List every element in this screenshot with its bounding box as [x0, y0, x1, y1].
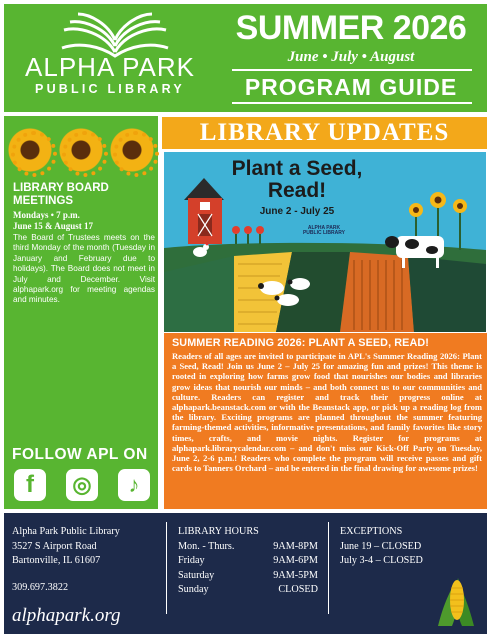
facebook-icon[interactable]: f [14, 469, 46, 501]
hours-row: Sunday CLOSED [178, 584, 318, 595]
footer-divider [328, 522, 329, 614]
summer-reading-body: Readers of all ages are invited to participate in APL's Summer Reading 2026: Plant a Seed, Read! Join us June 2 – July 25 for amazing fun and prizes! This theme is rooted in exploring how farms grow food that nourishes our bodies and libraries grow ideas that nourish our minds – and both connect us to our communities and culture. Readers can register and track their progress online at alphapark.beanstack.com or with the Beanstack app, or pick up a reading log from the library. Exciting programs are planned throughout the summer featuring farming-themed activities, informative presentations, and family favorites like story times, crafts, and movie nights. Register for programs at alphapark.librarycalendar.com – and don't miss our Kick-Off Party on Tuesday, June 2, 2-6 p.m.! Readers who complete the program will receive passes and gift cards to Tanners Orchard – and be entered in the final drawing for awesome prizes! [172, 351, 482, 474]
board-dates: June 15 & August 17 [13, 221, 94, 231]
sunflower-icon [8, 128, 52, 172]
footer-street: 3527 S Airport Road [12, 540, 97, 552]
tiktok-icon[interactable]: ♪ [118, 469, 150, 501]
corn-icon [434, 572, 478, 628]
board-meetings-schedule [13, 210, 153, 232]
footer-city: Bartonville, IL 61607 [12, 555, 101, 566]
exceptions-title: EXCEPTIONS [340, 526, 403, 537]
library-name: ALPHA PARK [25, 52, 195, 82]
hero-logo-line1: ALPHA PARK [307, 225, 341, 231]
hero-logo-line2: PUBLIC LIBRARY [302, 230, 346, 236]
board-schedule: Mondays • 7 p.m. [13, 210, 80, 220]
hours-row: Mon. - Thurs. 9AM-8PM [178, 540, 318, 552]
exception-item: July 3-4 – CLOSED [340, 555, 423, 566]
program-guide-title: PROGRAM GUIDE [244, 74, 458, 100]
instagram-icon[interactable]: ◎ [66, 469, 98, 501]
footer-divider [166, 522, 167, 614]
sidebar [4, 116, 158, 509]
library-subtitle: PUBLIC LIBRARY [35, 82, 185, 96]
exception-item: June 19 – CLOSED [340, 540, 422, 552]
board-meetings-title: LIBRARY BOARD MEETINGS [13, 182, 109, 207]
library-updates-title: LIBRARY UPDATES [162, 117, 487, 149]
footer-library-name: Alpha Park Public Library [12, 526, 120, 537]
footer-address [12, 525, 120, 595]
sunflower-icon [59, 128, 103, 172]
footer-phone: 309.697.3822 [12, 581, 69, 593]
board-meetings-description: The Board of Trustees meets on the third Monday of the month (Tuesday in January and February due to holidays). The Board does not meet in July and December. Visit alphapark.org for meeting agendas and minutes. [13, 233, 155, 305]
hours-row: Saturday 9AM-5PM [178, 569, 318, 581]
hours-title: LIBRARY HOURS [178, 526, 259, 537]
follow-label: FOLLOW APL ON [12, 446, 148, 463]
header-divider-bottom [232, 102, 472, 104]
summer-title: SUMMER 2026 [235, 9, 467, 47]
header-divider-top [232, 69, 472, 71]
hours-row: Friday 9AM-6PM [178, 555, 318, 566]
hero-title: Plant a Seed, Read! [231, 157, 363, 202]
sunflower-icon [110, 128, 154, 172]
header-banner [4, 4, 487, 112]
hero-library-logo [302, 226, 346, 236]
summer-months: June • July • August [287, 49, 415, 65]
hero-dates: June 2 - July 25 [259, 206, 335, 217]
summer-reading-title: SUMMER READING 2026: PLANT A SEED, READ! [172, 337, 429, 349]
sunflower-row [4, 122, 158, 182]
library-hours [178, 525, 318, 598]
exceptions [340, 525, 423, 569]
footer-website-link[interactable]: alphapark.org [12, 605, 121, 626]
